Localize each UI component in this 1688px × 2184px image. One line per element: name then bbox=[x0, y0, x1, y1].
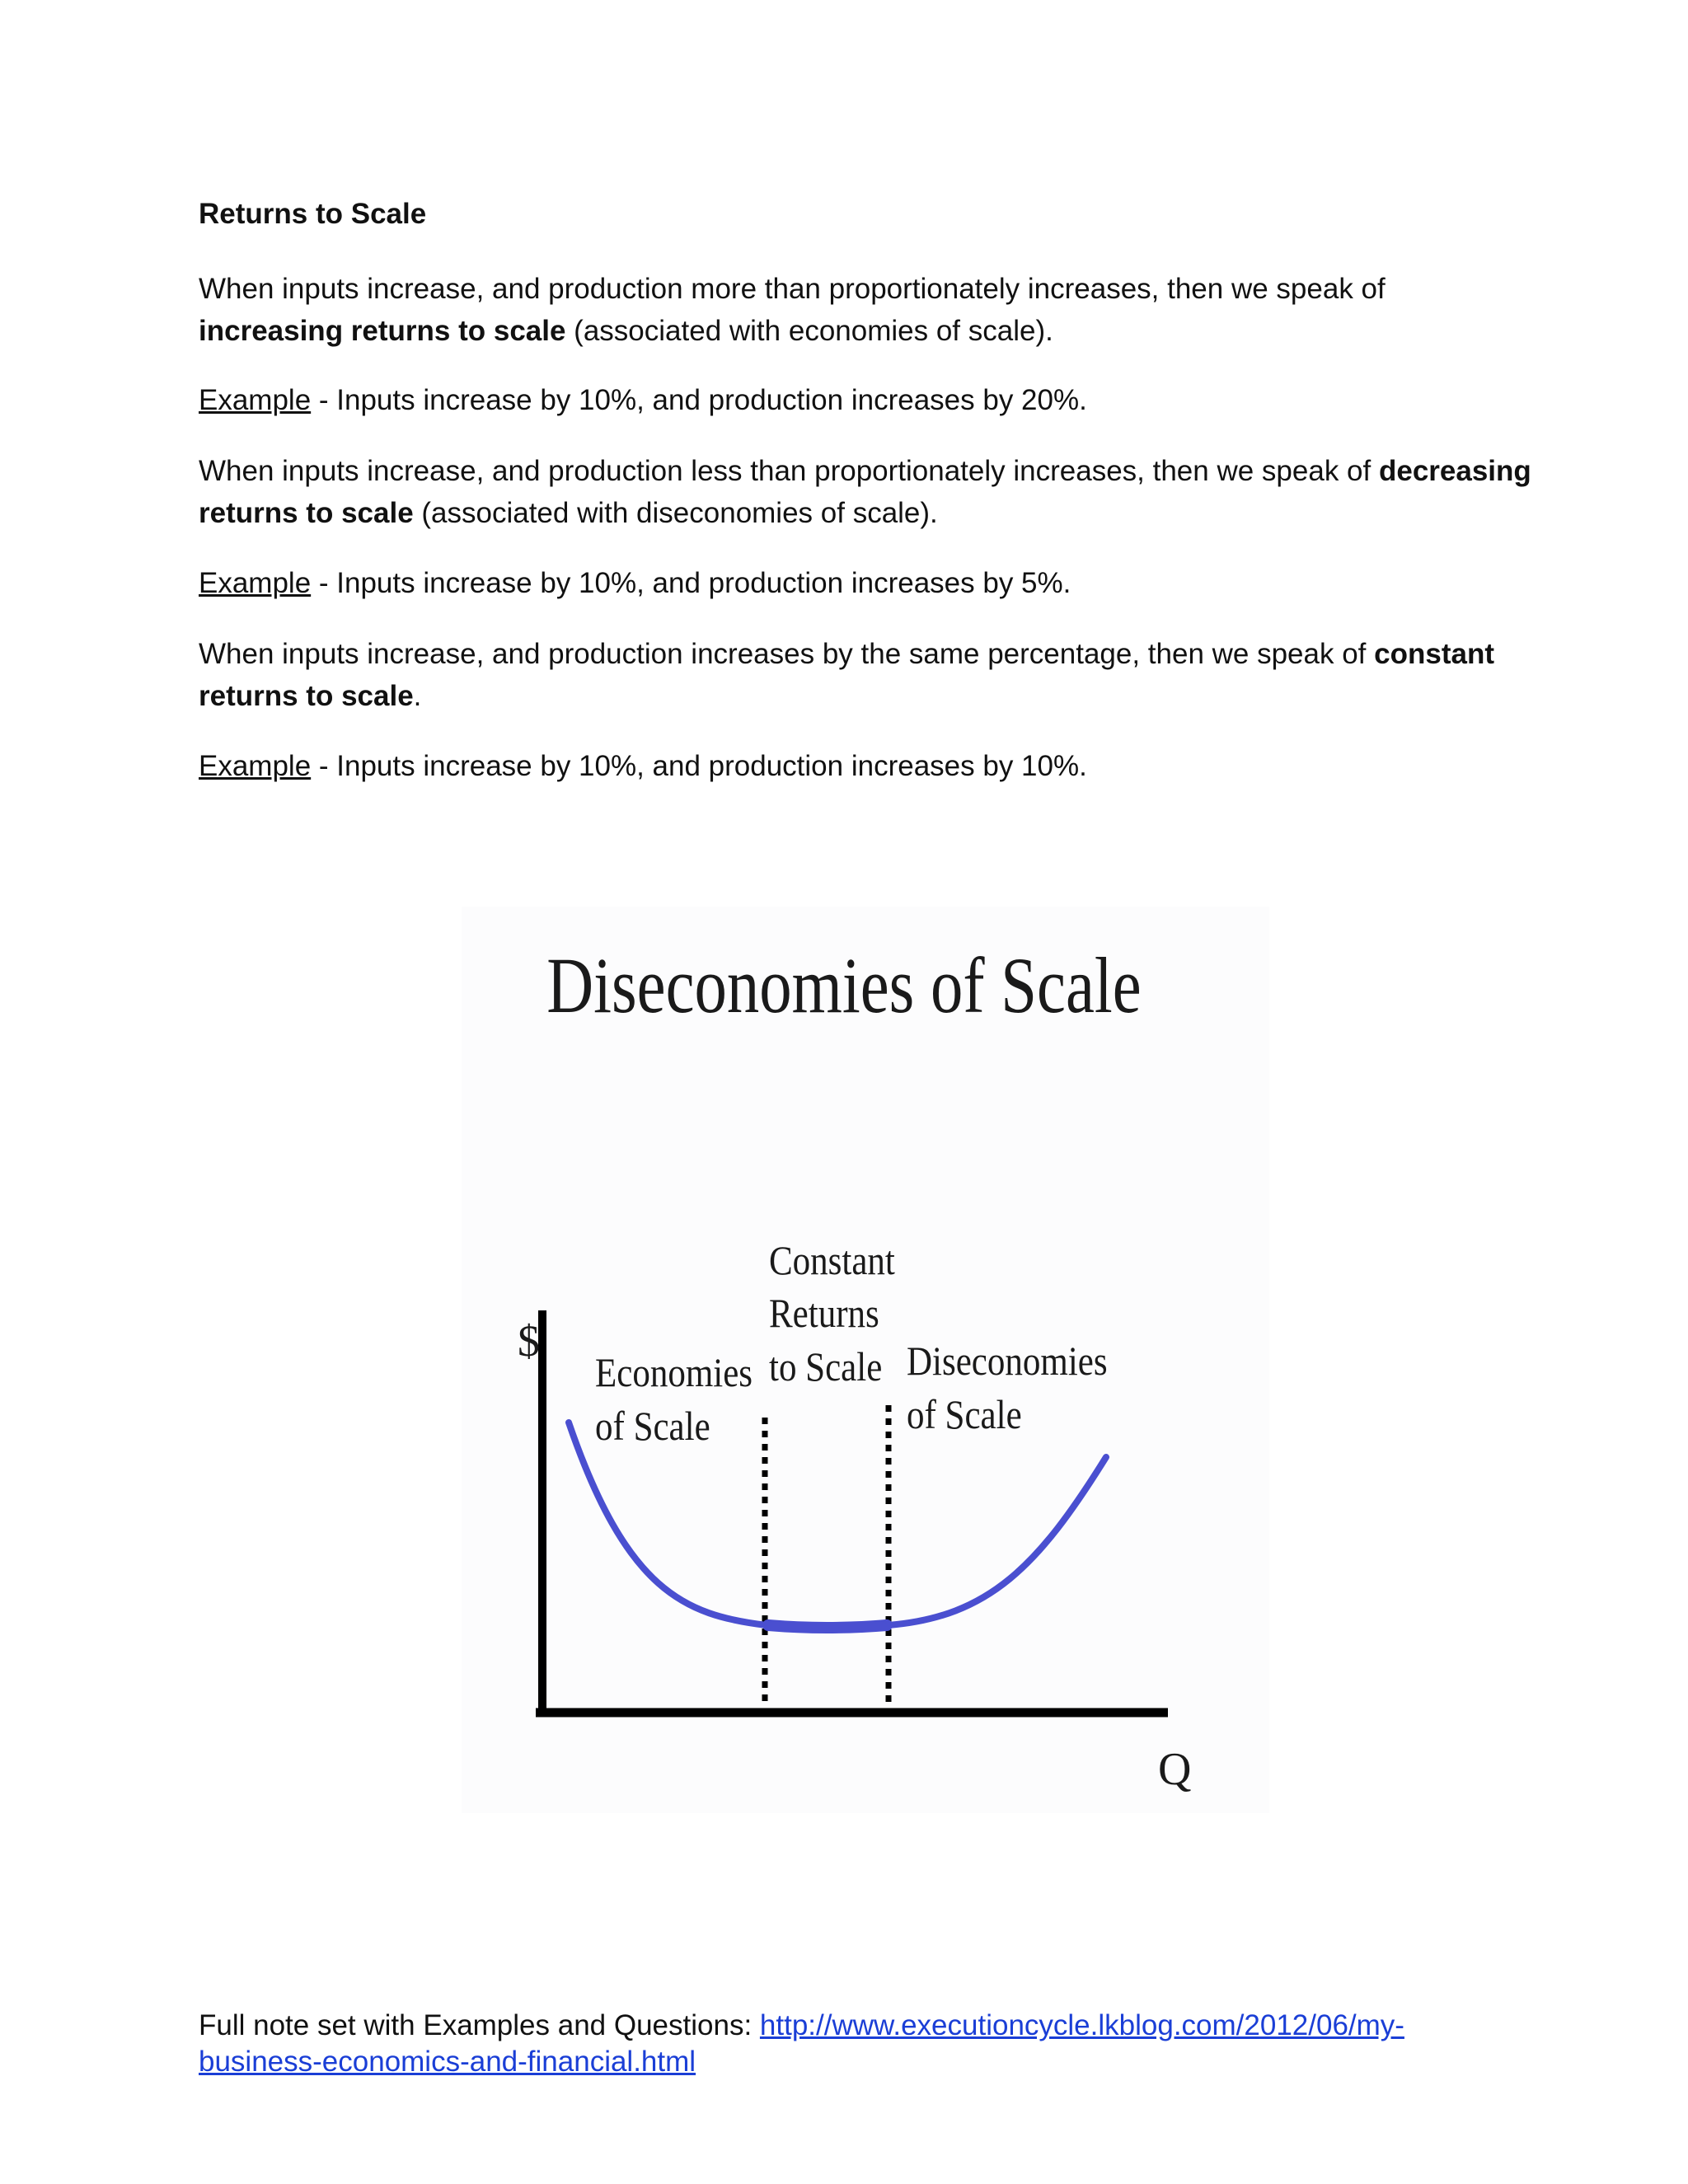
constant-label-line1: Constant bbox=[768, 1238, 895, 1284]
p3-text-c: . bbox=[413, 680, 422, 712]
example-2-text: - Inputs increase by 10%, and production increases by 5%. bbox=[311, 567, 1071, 599]
p2-text-c: (associated with diseconomies of scale). bbox=[413, 497, 938, 529]
y-axis-label: $ bbox=[518, 1316, 540, 1366]
economies-label-line1: Economies bbox=[595, 1350, 753, 1396]
example-3-label: Example bbox=[199, 750, 312, 782]
diseconomies-label-line2: of Scale bbox=[907, 1392, 1022, 1438]
footer-link-line1: http://www.executioncycle.lkblog.com/2012/06/my- bbox=[759, 2009, 1404, 2041]
example-2-label: Example bbox=[199, 567, 312, 599]
p1-text-c: (associated with economies of scale). bbox=[565, 315, 1053, 347]
footer-link-line2: business-economics-and-financial.html bbox=[199, 2046, 696, 2078]
example-1-label: Example bbox=[199, 384, 312, 416]
p1-bold: increasing returns to scale bbox=[199, 315, 566, 347]
constant-label-line2: Returns bbox=[768, 1291, 879, 1337]
figure-title: Diseconomies of Scale bbox=[546, 941, 1142, 1029]
footer-label: Full note set with Examples and Questions: bbox=[199, 2009, 760, 2041]
p3-text-a: When inputs increase, and production increases by the same percentage, then we speak of bbox=[199, 638, 1375, 670]
footer-note bbox=[199, 2008, 1517, 2080]
p2-text-a: When inputs increase, and production less than proportionately increases, then we speak of bbox=[199, 455, 1379, 487]
diseconomies-label-line1: Diseconomies bbox=[907, 1338, 1108, 1385]
section-heading: Returns to Scale bbox=[199, 198, 427, 230]
x-axis-label: Q bbox=[1158, 1744, 1192, 1795]
economies-label-line2: of Scale bbox=[595, 1404, 710, 1450]
p1-text-a: When inputs increase, and production more than proportionately increases, then we speak of bbox=[199, 273, 1386, 305]
example-1-text: - Inputs increase by 10%, and production increases by 20%. bbox=[311, 384, 1087, 416]
average-cost-curve bbox=[569, 1422, 1106, 1628]
constant-returns-segment bbox=[768, 1625, 887, 1628]
p2-bold: decreasing returns to scale bbox=[199, 455, 1531, 529]
p3-bold: constant returns to scale bbox=[199, 638, 1494, 712]
constant-label-line3: to Scale bbox=[768, 1344, 883, 1390]
example-3-text: - Inputs increase by 10%, and production increases by 10%. bbox=[311, 750, 1087, 782]
